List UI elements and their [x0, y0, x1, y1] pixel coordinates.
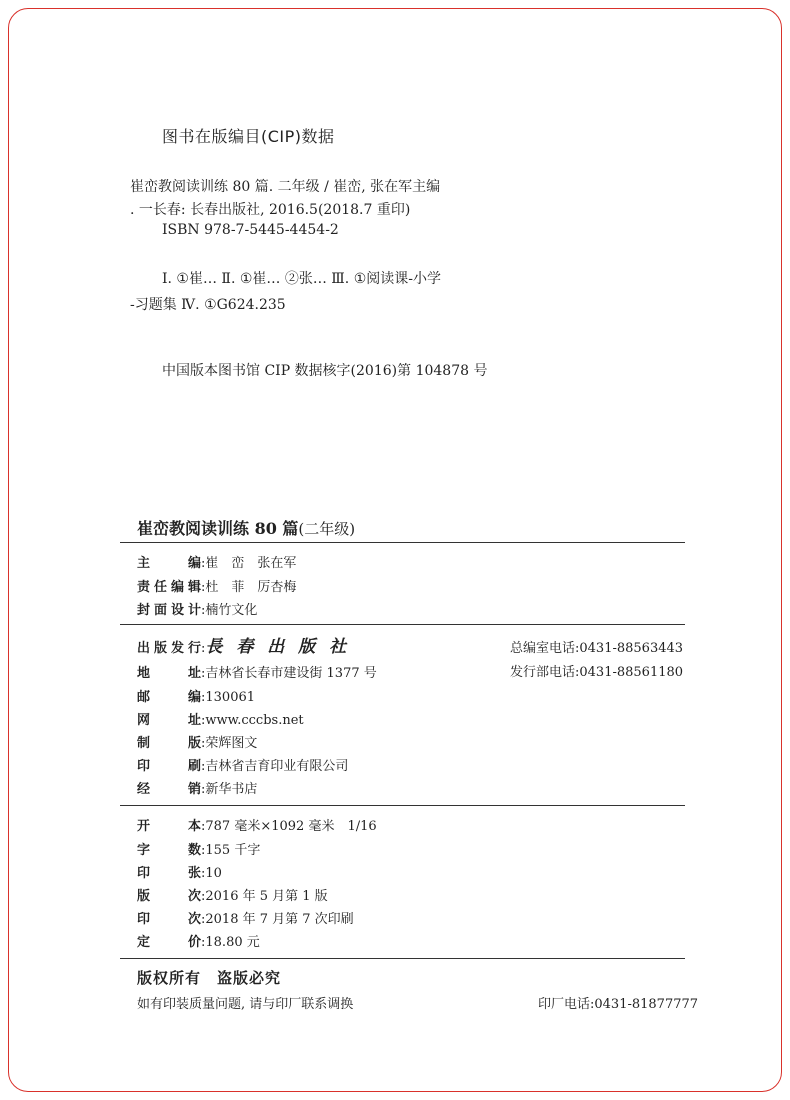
- spec-value: 155 千字: [205, 843, 261, 858]
- editor-label: 封面设计: [137, 603, 201, 618]
- cip-classification-2: -习题集 Ⅳ. ①G624.235: [130, 297, 286, 313]
- spec-row: 版次:2016 年 5 月第 1 版: [137, 885, 328, 904]
- spec-value: 10: [205, 866, 222, 881]
- spec-row: 印张:10: [137, 862, 222, 881]
- contact-label: 印刷: [137, 759, 201, 774]
- spec-value: 2016 年 5 月第 1 版: [205, 889, 328, 904]
- contact-value: 130061: [205, 690, 256, 705]
- cip-line-2: . 一长春: 长春出版社, 2016.5(2018.7 重印): [130, 202, 411, 218]
- cip-title: 图书在版编目(CIP)数据: [162, 127, 335, 146]
- editor-value: 崔 峦 张在军: [205, 556, 297, 571]
- contact-row: 制版:荣辉图文: [137, 732, 257, 751]
- divider: [120, 624, 685, 625]
- spec-label: 印次: [137, 912, 201, 927]
- page-frame: [8, 8, 782, 1092]
- printer-phone: 印厂电话:0431-81877777: [538, 997, 699, 1012]
- editor-label: 主编: [137, 556, 201, 571]
- editor-value: 杜 菲 厉杏梅: [205, 580, 297, 595]
- editor-value: 楠竹文化: [205, 603, 258, 618]
- cip-library-number: 中国版本图书馆 CIP 数据核字(2016)第 104878 号: [162, 363, 488, 379]
- contact-row: 地址:吉林省长春市建设街 1377 号: [137, 662, 377, 681]
- editor-office-phone: 总编室电话:0431-88563443: [510, 641, 684, 656]
- spec-label: 印张: [137, 866, 201, 881]
- spec-label: 开本: [137, 819, 201, 834]
- editor-label: 责任编辑: [137, 580, 201, 595]
- spec-value: 2018 年 7 月第 7 次印刷: [205, 912, 354, 927]
- contact-value: 新华书店: [205, 782, 258, 797]
- contact-value: 荣辉图文: [205, 736, 258, 751]
- copyright-notice: 版权所有 盗版必究: [137, 969, 282, 987]
- spec-row: 定价:18.80 元: [137, 931, 260, 950]
- contact-label: 制版: [137, 736, 201, 751]
- contact-label: 地址: [137, 666, 201, 681]
- divider: [120, 805, 685, 806]
- spec-value: 787 毫米×1092 毫米 1/16: [205, 819, 377, 834]
- contact-label: 网址: [137, 713, 201, 728]
- spec-label: 定价: [137, 935, 201, 950]
- contact-label: 经销: [137, 782, 201, 797]
- publisher-row: 出版发行:長 春 出 版 社: [137, 632, 350, 657]
- book-title-main: 崔峦教阅读训练 80 篇: [137, 519, 299, 538]
- contact-label: 邮编: [137, 690, 201, 705]
- spec-row: 字数:155 千字: [137, 839, 260, 858]
- editor-row: 主编:崔 峦 张在军: [137, 552, 296, 571]
- quality-notice: 如有印装质量问题, 请与印厂联系调换: [137, 997, 354, 1012]
- divider: [120, 958, 685, 959]
- book-grade: (二年级): [298, 520, 356, 538]
- price-value: 18.80 元: [205, 935, 260, 950]
- cip-isbn: ISBN 978-7-5445-4454-2: [162, 222, 339, 238]
- spec-label: 版次: [137, 889, 201, 904]
- editor-row: 封面设计:楠竹文化: [137, 599, 257, 618]
- spec-label: 字数: [137, 843, 201, 858]
- spec-row: 印次:2018 年 7 月第 7 次印刷: [137, 908, 354, 927]
- contact-row: 经销:新华书店: [137, 778, 257, 797]
- publisher-name: 長 春 出 版 社: [205, 637, 351, 657]
- distribution-phone: 发行部电话:0431-88561180: [510, 665, 684, 680]
- book-title: [137, 516, 355, 539]
- cip-classification-1: Ⅰ. ①崔… Ⅱ. ①崔… ②张… Ⅲ. ①阅读课-小学: [162, 271, 441, 287]
- website-value: www.cccbs.net: [205, 713, 304, 728]
- contact-row: 邮编:130061: [137, 686, 255, 705]
- contact-row: 网址:www.cccbs.net: [137, 709, 304, 728]
- divider: [120, 542, 685, 543]
- contact-row: 印刷:吉林省吉育印业有限公司: [137, 755, 348, 774]
- contact-value: 吉林省长春市建设街 1377 号: [205, 666, 377, 681]
- cip-line-1: 崔峦教阅读训练 80 篇. 二年级 / 崔峦, 张在军主编: [130, 179, 441, 195]
- publisher-label: 出版发行: [137, 641, 201, 656]
- contact-value: 吉林省吉育印业有限公司: [205, 759, 349, 774]
- spec-row: 开本:787 毫米×1092 毫米 1/16: [137, 815, 377, 834]
- editor-row: 责任编辑:杜 菲 厉杏梅: [137, 576, 296, 595]
